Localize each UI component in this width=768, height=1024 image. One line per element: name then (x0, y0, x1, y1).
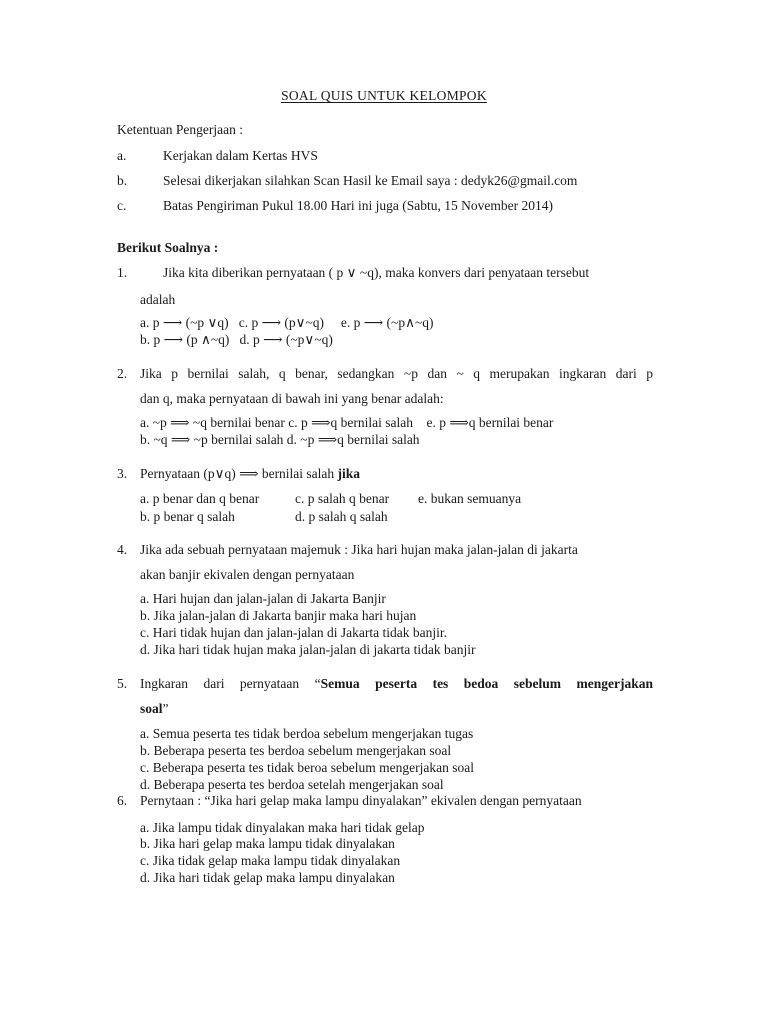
question-2-text-cont: dan q, maka pernyataan di bawah ini yang benar adalah: (140, 391, 444, 406)
question-2-number: 2. (117, 366, 128, 381)
question-5-number: 5. (117, 676, 128, 691)
document-title: SOAL QUIS UNTUK KELOMPOK (281, 88, 487, 103)
question-5-option-b: b. Beberapa peserta tes berdoa sebelum mengerjakan soal (140, 743, 452, 758)
question-3-text (140, 466, 360, 482)
rule-marker-c: c. (117, 198, 127, 213)
question-5-text-plain: Ingkaran dari pernyataan “ (140, 676, 321, 691)
question-4-text: Jika ada sebuah pernyataan majemuk : Jika hari hujan maka jalan-jalan di jakarta (140, 542, 578, 557)
question-4-number: 4. (117, 542, 128, 557)
question-3-text-plain: Pernyataan (p∨q) ⟹ bernilai salah (140, 466, 338, 481)
question-1-options-row-2: b. p ⟶ (p ∧~q) d. p ⟶ (~p∨~q) (140, 332, 333, 347)
question-6-text: Pernytaan : “Jika hari gelap maka lampu dinyalakan” ekivalen dengan pernyataan (140, 793, 582, 808)
rule-marker-a: a. (117, 148, 127, 163)
question-5-option-d: d. Beberapa peserta tes berdoa setelah mengerjakan soal (140, 777, 444, 792)
question-3-number: 3. (117, 466, 128, 481)
question-1-options-row-1: a. p ⟶ (~p ∨q) c. p ⟶ (p∨~q) e. p ⟶ (~p∧~q) (140, 315, 434, 330)
question-2-options-row-2: b. ~q ⟹ ~p bernilai salah d. ~p ⟹q bernilai salah (140, 432, 420, 447)
question-5-text-bold: Semua peserta tes bedoa sebelum mengerjakan (320, 676, 654, 691)
question-4-option-b: b. Jika jalan-jalan di Jakarta banjir maka hari hujan (140, 608, 417, 623)
question-3-option-a: a. p benar dan q benar (140, 491, 260, 506)
question-3-option-c: c. p salah q benar (295, 491, 390, 506)
question-5-option-c: c. Beberapa peserta tes tidak beroa sebelum mengerjakan soal (140, 760, 474, 775)
rule-text-c: Batas Pengiriman Pukul 18.00 Hari ini juga (Sabtu, 15 November 2014) (163, 198, 553, 213)
question-3-option-e: e. bukan semuanya (418, 491, 522, 506)
question-1-text-cont: adalah (140, 292, 176, 307)
question-2-text: Jika p bernilai salah, q benar, sedangkan ~p dan ~ q merupakan ingkaran dari p (140, 366, 653, 381)
question-3-text-bold: jika (337, 466, 361, 481)
question-5-text-cont-plain: ” (162, 701, 169, 716)
rule-text-a: Kerjakan dalam Kertas HVS (163, 148, 318, 163)
question-2-options-row-1: a. ~p ⟹ ~q bernilai benar c. p ⟹q bernilai salah e. p ⟹q bernilai benar (140, 415, 554, 430)
rule-marker-b: b. (117, 173, 128, 188)
question-4-text-cont: akan banjir ekivalen dengan pernyataan (140, 567, 355, 582)
question-3-option-b: b. p benar q salah (140, 509, 235, 524)
question-5-text-cont-bold: soal (140, 701, 163, 716)
question-6-option-b: b. Jika hari gelap maka lampu tidak dinyalakan (140, 836, 395, 851)
questions-heading: Berikut Soalnya : (117, 240, 219, 255)
rule-text-b: Selesai dikerjakan silahkan Scan Hasil ke Email saya : dedyk26@gmail.com (163, 173, 578, 188)
rules-heading: Ketentuan Pengerjaan : (117, 122, 243, 137)
question-4-option-d: d. Jika hari tidak hujan maka jalan-jalan di jakarta tidak banjir (140, 642, 476, 657)
question-5-text (140, 676, 653, 692)
question-4-option-a: a. Hari hujan dan jalan-jalan di Jakarta Banjir (140, 591, 386, 606)
question-5-text-cont (140, 701, 169, 717)
question-1-text: Jika kita diberikan pernyataan ( p ∨ ~q), maka konvers dari penyataan tersebut (163, 265, 590, 280)
question-6-option-d: d. Jika hari tidak gelap maka lampu dinyalakan (140, 870, 395, 885)
question-1-number: 1. (117, 265, 128, 280)
question-3-option-d: d. p salah q salah (295, 509, 388, 524)
question-5-option-a: a. Semua peserta tes tidak berdoa sebelum mengerjakan tugas (140, 726, 474, 741)
question-6-option-c: c. Jika tidak gelap maka lampu tidak dinyalakan (140, 853, 401, 868)
question-6-option-a: a. Jika lampu tidak dinyalakan maka hari tidak gelap (140, 820, 425, 835)
question-6-number: 6. (117, 793, 128, 808)
question-4-option-c: c. Hari tidak hujan dan jalan-jalan di Jakarta tidak banjir. (140, 625, 448, 640)
